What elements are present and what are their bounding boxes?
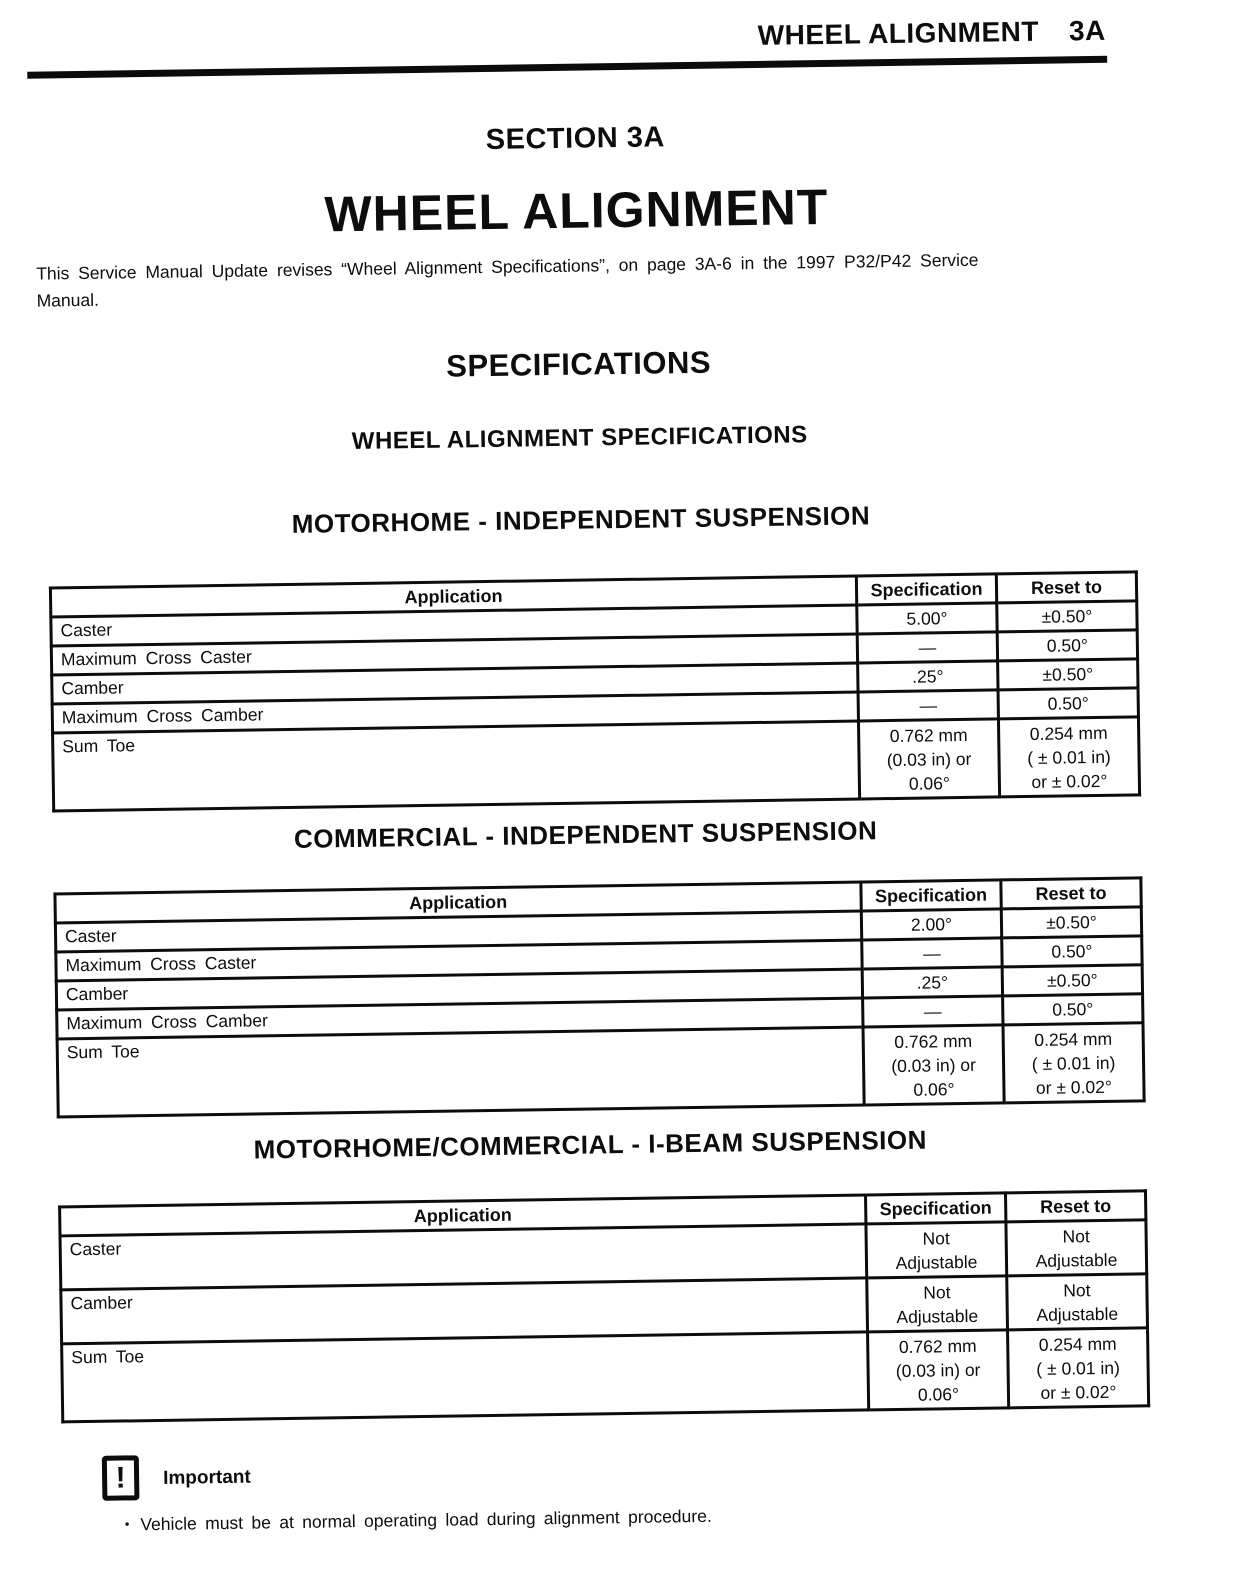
- table-row: [62, 1328, 1149, 1422]
- section-label: SECTION 3A: [485, 121, 666, 156]
- column-header-specification: Specification: [861, 880, 1001, 911]
- motorhome-independent-table: [49, 570, 1141, 812]
- page-header: [0, 15, 1106, 64]
- header-title: WHEEL ALIGNMENT: [757, 15, 1040, 51]
- header-section-code: 3A: [1068, 14, 1106, 47]
- specification-cell: 5.00°: [857, 603, 997, 634]
- specification-cell: 0.762 mm (0.03 in) or 0.06°: [863, 1025, 1004, 1105]
- application-cell: Sum Toe: [57, 1027, 864, 1117]
- application-cell: Caster: [60, 1224, 867, 1290]
- specification-cell: —: [863, 996, 1003, 1027]
- specification-cell: Not Adjustable: [866, 1222, 1007, 1278]
- application-cell: Sum Toe: [62, 1332, 869, 1422]
- table-title-motorhome-independent: MOTORHOME - INDEPENDENT SUSPENSION: [291, 500, 871, 539]
- specification-cell: 2.00°: [861, 909, 1001, 940]
- intro-paragraph: This Service Manual Update revises “Wheel Alignment Specifications”, on page 3A-6 in the 1997 P32/P42 Service Manual.: [36, 249, 979, 311]
- wheel-alignment-specifications-heading: WHEEL ALIGNMENT SPECIFICATIONS: [351, 421, 808, 455]
- important-exclamation-icon: [102, 1455, 140, 1501]
- specification-cell: —: [862, 938, 1002, 969]
- specification-cell: —: [858, 690, 998, 721]
- specification-cell: 0.762 mm (0.03 in) or 0.06°: [858, 719, 999, 799]
- column-header-application: Application: [60, 1195, 866, 1236]
- application-cell: Camber: [56, 969, 862, 1010]
- reset-to-cell: Not Adjustable: [1007, 1274, 1148, 1330]
- reset-to-cell: 0.254 mm ( ± 0.01 in) or ± 0.02°: [998, 717, 1139, 797]
- column-header-specification: Specification: [856, 574, 996, 605]
- specification-cell: .25°: [862, 967, 1002, 998]
- specification-cell: Not Adjustable: [867, 1276, 1008, 1332]
- specification-cell: .25°: [858, 661, 998, 692]
- reset-to-cell: 0.254 mm ( ± 0.01 in) or ± 0.02°: [1003, 1023, 1144, 1103]
- important-label: Important: [162, 1466, 251, 1489]
- reset-to-cell: ±0.50°: [1001, 907, 1141, 938]
- reset-to-cell: ±0.50°: [998, 659, 1138, 690]
- application-cell: Maximum Cross Caster: [51, 634, 857, 675]
- note-text: Vehicle must be at normal operating load during alignment procedure.: [140, 1505, 712, 1535]
- table-row: [53, 717, 1140, 811]
- application-cell: Caster: [55, 911, 861, 952]
- reset-to-cell: ±0.50°: [1002, 965, 1142, 996]
- page-title: WHEEL ALIGNMENT: [324, 178, 829, 243]
- table-row: [57, 1023, 1144, 1117]
- ibeam-suspension-table: [58, 1189, 1150, 1423]
- column-header-reset-to: Reset to: [996, 572, 1136, 603]
- reset-to-cell: Not Adjustable: [1006, 1220, 1147, 1276]
- reset-to-cell: 0.50°: [1002, 936, 1142, 967]
- reset-to-cell: 0.254 mm ( ± 0.01 in) or ± 0.02°: [1008, 1328, 1149, 1408]
- specifications-heading: SPECIFICATIONS: [446, 344, 712, 384]
- column-header-application: Application: [50, 576, 856, 617]
- column-header-reset-to: Reset to: [1001, 878, 1141, 909]
- reset-to-cell: 0.50°: [997, 630, 1137, 661]
- column-header-reset-to: Reset to: [1005, 1191, 1145, 1222]
- column-header-application: Application: [55, 882, 861, 923]
- column-header-specification: Specification: [866, 1193, 1006, 1224]
- application-cell: Maximum Cross Camber: [52, 692, 858, 733]
- exclamation-glyph: !: [115, 1460, 126, 1495]
- note-item: [125, 1506, 712, 1536]
- application-cell: Camber: [52, 663, 858, 704]
- reset-to-cell: ±0.50°: [997, 601, 1137, 632]
- application-cell: Maximum Cross Camber: [57, 998, 863, 1039]
- application-cell: Sum Toe: [53, 721, 860, 811]
- reset-to-cell: 0.50°: [1003, 994, 1143, 1025]
- commercial-independent-table: [53, 876, 1145, 1118]
- table-title-commercial-independent: COMMERCIAL - INDEPENDENT SUSPENSION: [293, 815, 878, 854]
- application-cell: Maximum Cross Caster: [56, 940, 862, 981]
- application-cell: Caster: [51, 605, 857, 646]
- specification-cell: 0.762 mm (0.03 in) or 0.06°: [868, 1330, 1009, 1410]
- reset-to-cell: 0.50°: [998, 688, 1138, 719]
- application-cell: Camber: [61, 1278, 868, 1344]
- bullet-icon: •: [124, 1516, 130, 1532]
- specification-cell: —: [857, 632, 997, 663]
- table-title-ibeam: MOTORHOME/COMMERCIAL - I-BEAM SUSPENSION: [253, 1124, 928, 1165]
